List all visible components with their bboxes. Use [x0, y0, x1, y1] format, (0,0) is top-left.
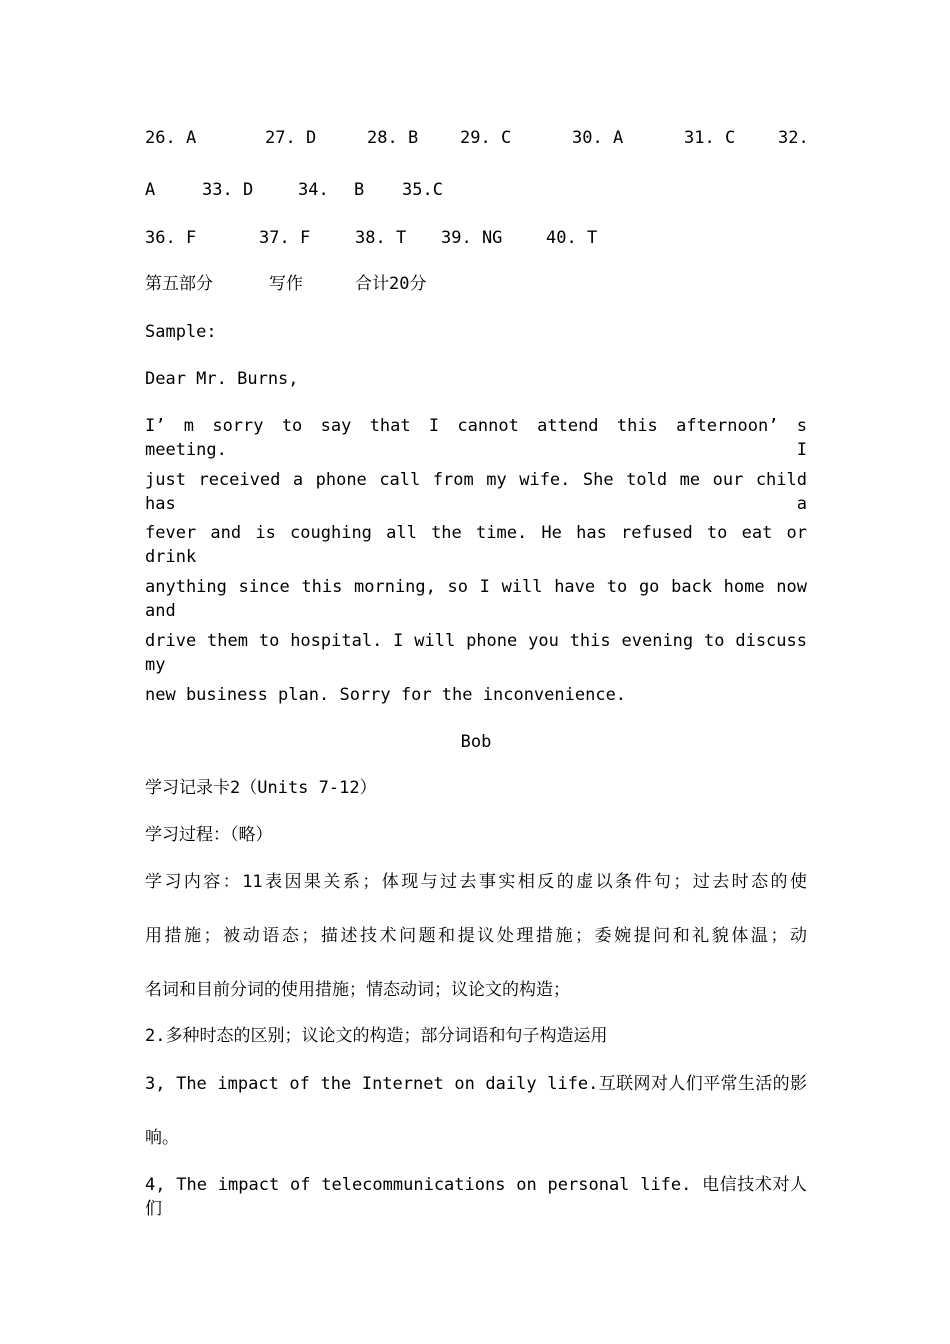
answer-row-2 [145, 178, 807, 202]
letter-line-3: fever and is coughing all the time. He has refused to eat or drink [145, 523, 807, 567]
letter-line-6: new business plan. Sorry for the inconvenience. [145, 685, 627, 705]
answer-37: 37. F [259, 228, 311, 248]
answer-31: 31. C [684, 128, 736, 148]
answer-29: 29. C [460, 128, 512, 148]
answer-28: 28. B [367, 128, 419, 148]
letter-signature: Bob [460, 732, 492, 752]
answer-33: 33. D [202, 180, 254, 200]
answer-32-value: A [145, 180, 156, 200]
item-3-line-2: 响。 [145, 1128, 179, 1148]
item-2: 2.多种时态的区别；议论文的构造；部分词语和句子构造运用 [145, 1026, 608, 1046]
sample-label: Sample: [145, 322, 217, 342]
record-card-title: 学习记录卡2（Units 7-12） [145, 778, 377, 798]
answer-34: 34. [298, 180, 329, 200]
answer-39: 39. NG [441, 228, 503, 248]
letter-line-4: anything since this morning, so I will have to go back home now and [145, 577, 807, 621]
document-page [145, 0, 807, 1344]
learning-content-line-2: 用措施；被动语态；描述技术问题和提议处理措施；委婉提问和礼貌体温；动 [145, 926, 807, 946]
answer-26: 26. A [145, 128, 197, 148]
letter-line-5: drive them to hospital. I will phone you this evening to discuss my [145, 631, 807, 675]
letter-salutation: Dear Mr. Burns, [145, 369, 299, 389]
part5-title: 第五部分 [145, 274, 213, 294]
part5-writing: 写作 [269, 274, 303, 294]
answer-35: 35.C [402, 180, 443, 200]
part5-score: 合计20分 [355, 274, 427, 294]
answer-34-value: B [354, 180, 365, 200]
answer-30: 30. A [572, 128, 624, 148]
item-3-line-1: 3, The impact of the Internet on daily life.互联网对人们平常生活的影 [145, 1074, 807, 1094]
answer-row-1 [145, 126, 807, 150]
learning-content-line-3: 名词和目前分词的使用措施；情态动词；议论文的构造； [145, 980, 570, 1000]
learning-process: 学习过程：（略） [145, 825, 273, 845]
answer-27: 27. D [265, 128, 317, 148]
answer-38: 38. T [355, 228, 407, 248]
part5-heading [145, 272, 807, 296]
answer-40: 40. T [546, 228, 598, 248]
answer-32: 32. [778, 128, 809, 148]
letter-line-1: I’ m sorry to say that I cannot attend this afternoon’ s meeting. I [145, 416, 807, 460]
letter-line-2: just received a phone call from my wife. She told me our child has a [145, 470, 807, 514]
answer-row-3 [145, 226, 807, 250]
item-4: 4, The impact of telecommunications on personal life. 电信技术对人们 [145, 1175, 807, 1219]
answer-36: 36. F [145, 228, 197, 248]
learning-content-line-1: 学习内容：11表因果关系；体现与过去事实相反的虚以条件句；过去时态的使 [145, 872, 807, 892]
